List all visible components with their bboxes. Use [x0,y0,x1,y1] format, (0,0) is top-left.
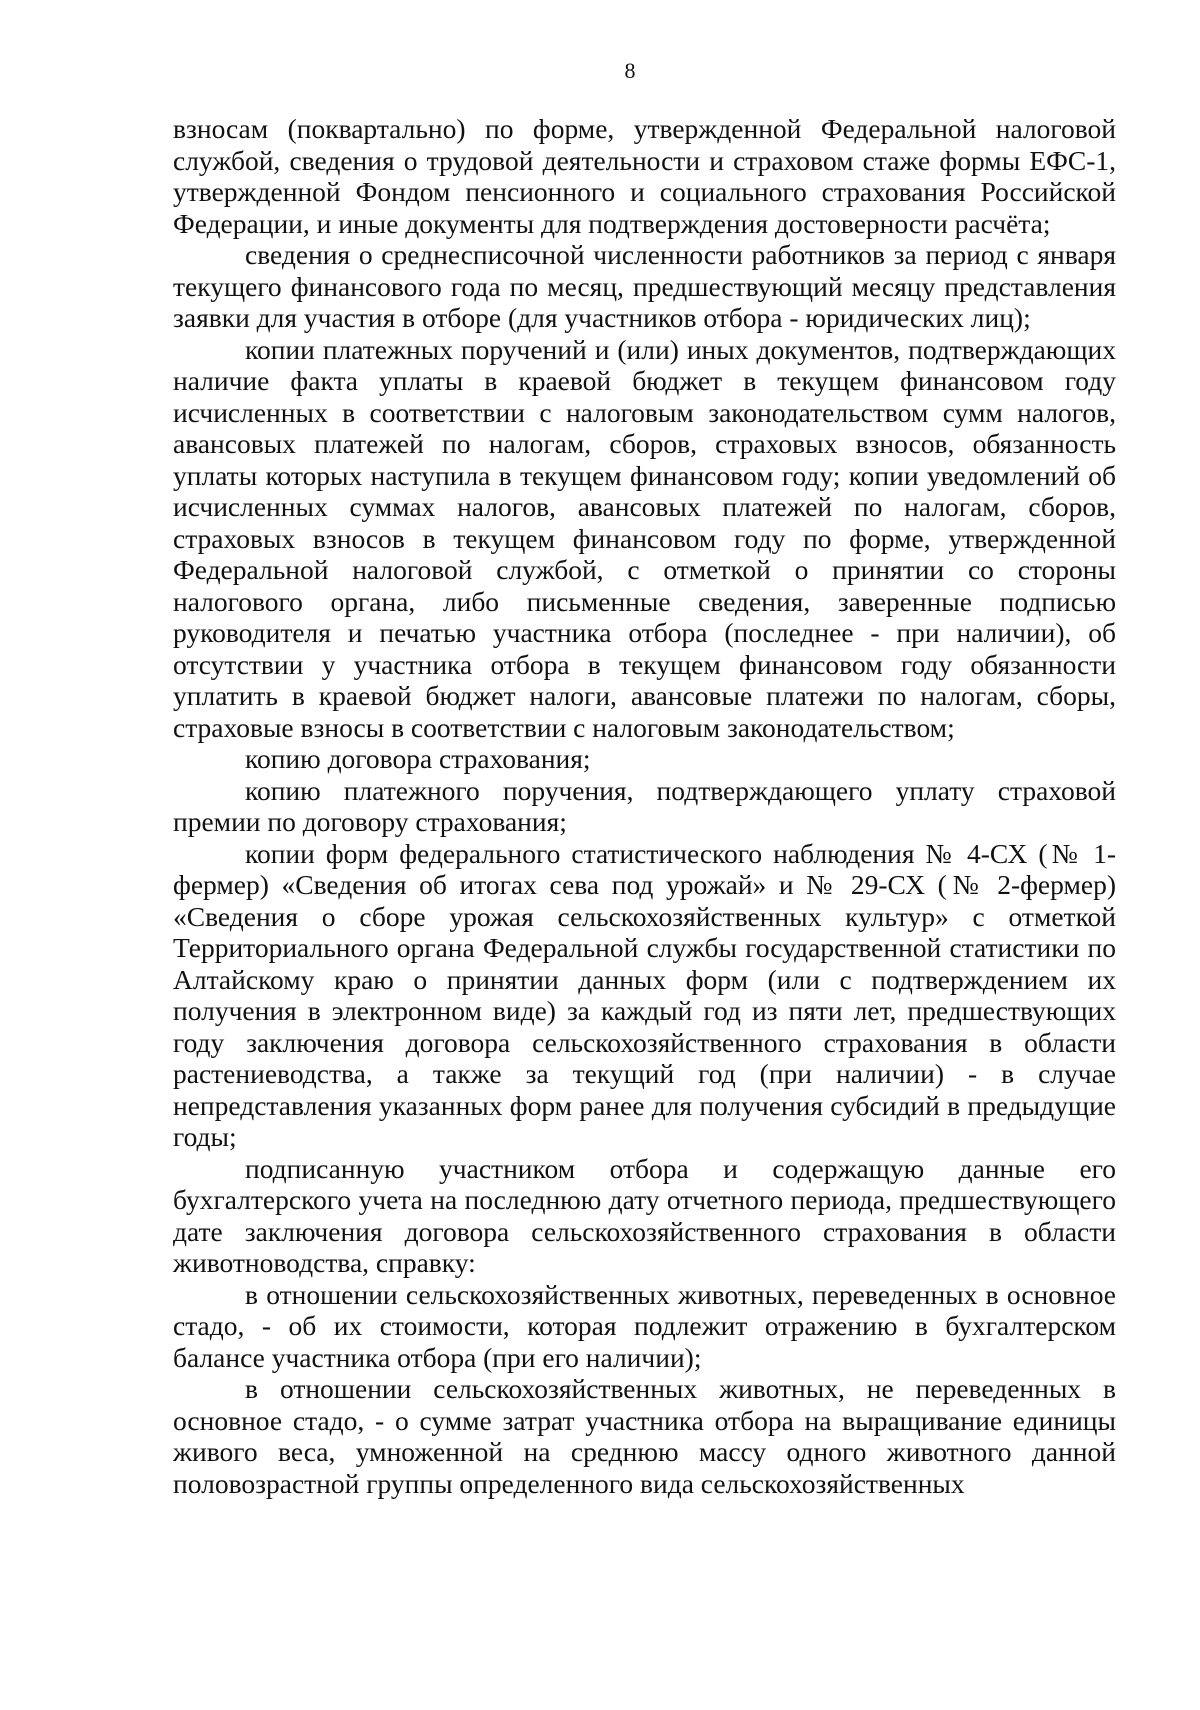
paragraph-contributions-reporting: взносам (поквартально) по форме, утвержденной Федеральной налоговой службой, сведения о трудовой деятельности и страховом стаже формы ЕФС-1, утвержденной Фондом пенсионного и социального страхования Российской Федерации, и иные документы для подтверждения достоверности расчёта; [173,113,1116,239]
document-body [173,113,1116,1499]
paragraph-main-herd-animals: в отношении сельскохозяйственных животных, переведенных в основное стадо, - об их стоимости, которая подлежит отражению в бухгалтерском балансе участника отбора (при его наличии); [173,1278,1116,1373]
paragraph-non-main-herd-animals: в отношении сельскохозяйственных животных, не переведенных в основное стадо, - о сумме затрат участника отбора на выращивание единицы живого веса, умноженной на среднюю массу одного животного данной половозрастной группы определенного вида сельскохозяйственных [173,1373,1116,1499]
page-number: 8 [624,58,636,83]
paragraph-insurance-contract-copy: копию договора страхования; [245,743,591,774]
paragraph-payment-orders-taxes: копии платежных поручений и (или) иных документов, подтверждающих наличие факта уплаты в краевой бюджет в текущем финансовом году исчисленных в соответствии с налоговым законодательством сумм налогов, авансовых платежей по налогам, сборов, страховых взносов, обязанность уплаты которых наступила в текущем финансовом году; копии уведомлений об исчисленных суммах налогов, авансовых платежей по налогам, сборов, страховых взносов в текущем финансовом году по форме, утвержденной Федеральной налоговой службой, с отметкой о принятии со стороны налогового органа, либо письменные сведения, заверенные подписью руководителя и печатью участника отбора (последнее - при наличии), об отсутствии у участника отбора в текущем финансовом году обязанности уплатить в краевой бюджет налоги, авансовые платежи по налогам, сборы, страховые взносы в соответствии с налоговым законодательством; [173,333,1116,743]
paragraph-statistical-forms: копии форм федерального статистического наблюдения № 4-СХ (№ 1-фермер) «Сведения об итогах сева под урожай» и № 29-СХ (№ 2-фермер) «Сведения о сборе урожая сельскохозяйственных культур» с отметкой Территориального органа Федеральной службы государственной статистики по Алтайскому краю о принятии данных форм (или с подтверждением их получения в электронном виде) за каждый год из пяти лет, предшествующих году заключения договора сельскохозяйственного страхования в области растениеводства, а также за текущий год (при наличии) - в случае непредставления указанных форм ранее для получения субсидий в предыдущие годы; [173,837,1116,1152]
paragraph-insurance-premium-payment: копию платежного поручения, подтверждающего уплату страховой премии по договору страхования; [173,774,1116,837]
paragraph-average-headcount: сведения о среднесписочной численности работников за период с января текущего финансового года по месяц, предшествующий месяцу представления заявки для участия в отборе (для участников отбора - юридических лиц); [173,239,1116,333]
paragraph-signed-certificate: подписанную участником отбора и содержащую данные его бухгалтерского учета на последнюю дату отчетного периода, предшествующего дате заключения договора сельскохозяйственного страхования в области животноводства, справку: [173,1152,1116,1278]
